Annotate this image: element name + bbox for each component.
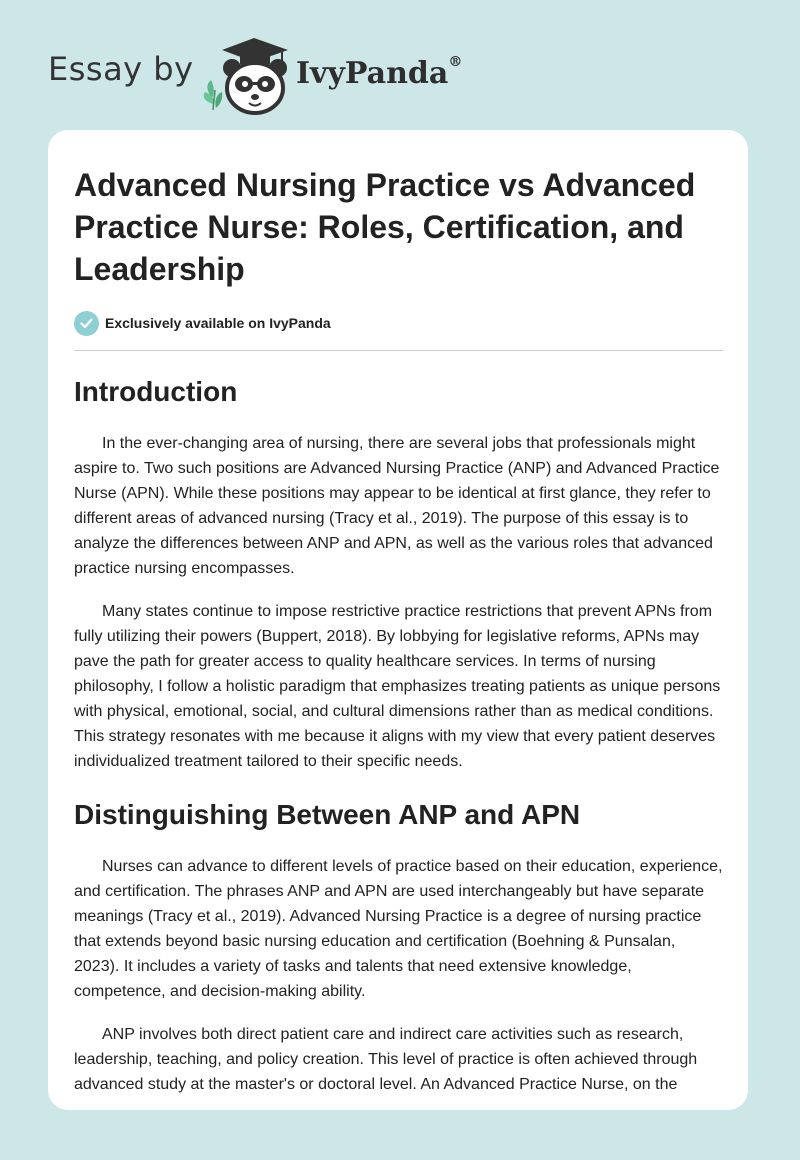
- leaf-sprig-icon: [204, 80, 223, 110]
- exclusive-badge: [74, 310, 723, 336]
- check-circle-icon: [74, 311, 99, 336]
- section-heading-introduction: Introduction: [74, 376, 238, 407]
- brand-name[interactable]: [296, 56, 462, 91]
- section-heading-distinguishing: Distinguishing Between ANP and APN: [74, 799, 581, 830]
- site-header: [0, 0, 800, 130]
- panda-graduate-logo-icon[interactable]: [202, 34, 294, 116]
- registered-mark: ®: [448, 54, 463, 70]
- essay-content: [74, 164, 723, 1097]
- paragraph: Nurses can advance to different levels of practice based on their education, experience, and certification. The phrases ANP and APN are used interchangeably but have separate meanings (Tracy et al., 2019). Advanced Nursing Practice is a degree of nursing practice that extends beyond basic nursing education and certification (Boehning & Punsalan, 2023). It includes a variety of tasks and talents that need extensive knowledge, competence, and decision-making ability.: [74, 858, 723, 1000]
- paragraph: ANP involves both direct patient care and indirect care activities such as research, leadership, teaching, and policy creation. This level of practice is often achieved through advanced study at the master's or doctoral level. An Advanced Practice Nurse, on the: [74, 1026, 698, 1093]
- paragraph: Many states continue to impose restrictive practice restrictions that prevent APNs from fully utilizing their powers (Buppert, 2018). By lobbying for legislative reforms, APNs may pave the path for greater access to quality healthcare services. In terms of nursing philosophy, I follow a holistic paradigm that emphasizes treating patients as unique persons with physical, emotional, social, and cultural dimensions rather than as medical conditions. This strategy resonates with me because it aligns with my view that every patient deserves individualized treatment tailored to their specific needs.: [74, 603, 721, 770]
- exclusive-label: Exclusively available on IvyPanda: [105, 315, 331, 331]
- paragraph: In the ever-changing area of nursing, there are several jobs that professionals might aspire to. Two such positions are Advanced Nursing Practice (ANP) and Advanced Practice Nurse (APN). While these positions may appear to be identical at first glance, they refer to different areas of advanced nursing (Tracy et al., 2019). The purpose of this essay is to analyze the differences between ANP and APN, as well as the various roles that advanced practice nursing encompasses.: [74, 435, 720, 577]
- title-divider: [74, 350, 723, 351]
- brand-name-text: IvyPanda: [296, 56, 449, 91]
- brand-prefix: Essay by: [48, 50, 194, 88]
- essay-card: [48, 130, 748, 1110]
- essay-title: Advanced Nursing Practice vs Advanced Practice Nurse: Roles, Certification, and Leadership: [74, 167, 696, 287]
